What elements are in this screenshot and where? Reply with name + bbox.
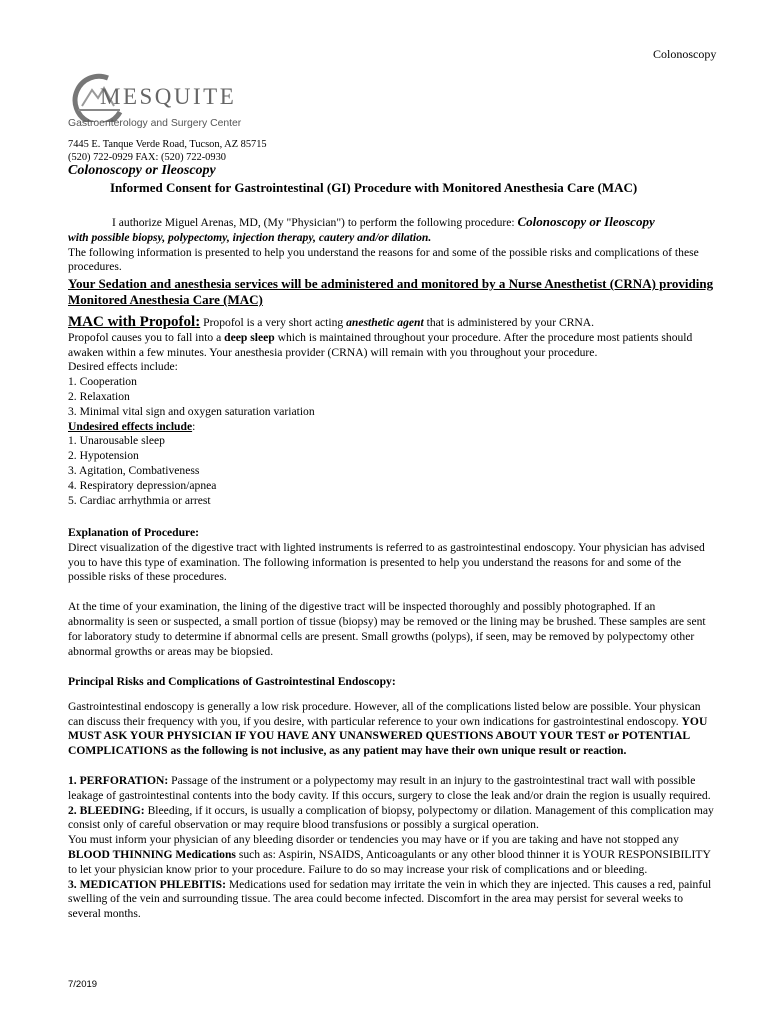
phone-fax-line: (520) 722-0929 FAX: (520) 722-0930 xyxy=(68,152,226,163)
consent-subtitle: Informed Consent for Gastrointestinal (GI) Procedure with Monitored Anesthesia Care (MAC) xyxy=(110,180,638,195)
risks-warning: YOU MUST ASK YOUR PHYSICIAN IF YOU HAVE ANY UNANSWERED QUESTIONS ABOUT YOUR TEST or POTENTIAL COMPLICATIONS as the following is not inclusive, as any patient may have their own unique result or reaction. xyxy=(68,714,708,758)
page-title: Colonoscopy or Ileoscopy xyxy=(68,163,216,178)
list-item: 4. Respiratory depression/apnea xyxy=(68,478,217,492)
list-item: 3. Agitation, Combativeness xyxy=(68,463,200,477)
blood-thinning: BLOOD THINNING Medications xyxy=(68,847,236,861)
desired-list xyxy=(68,375,714,419)
explanation-paragraph: Direct visualization of the digestive tract with lighted instruments is referred to as gastrointestinal endoscopy. Your physician has advised you to have this type of examination. The following information is presented to help you understand the reasons for and some of the possible risks of these procedures. xyxy=(68,540,705,584)
mac-label: MAC with Propofol: xyxy=(68,314,201,330)
list-item: 5. Cardiac arrhythmia or arrest xyxy=(68,493,211,507)
bleeding-info: You must inform your physician of any bleeding disorder or tendencies you may have or if you are taking and have not stopped any xyxy=(68,833,679,847)
authorization-section xyxy=(68,215,714,275)
examination-paragraph: At the time of your examination, the lining of the digestive tract will be inspected thoroughly and possibly photographed. If an abnormality is seen or suspected, a small portion of tissue (biopsy) may be removed or the lining may be brushed. These samples are sent for laboratory study to determine if abnormal cells are present. Small growths (polyps), if seen, may be removed by polypectomy other abnormal growths or areas may be biopsied. xyxy=(68,600,706,658)
list-item: 1. Cooperation xyxy=(68,375,137,389)
mac-text-end: that is administered by your CRNA. xyxy=(423,316,595,329)
document-label: Colonoscopy xyxy=(653,47,717,61)
bleeding-label: 2. BLEEDING: xyxy=(68,803,145,817)
perforation-label: 1. PERFORATION: xyxy=(68,773,169,787)
list-item: 3. Minimal vital sign and oxygen saturation variation xyxy=(68,404,315,418)
undesired-list xyxy=(68,434,714,508)
phlebitis-label: 3. MEDICATION PHLEBITIS: xyxy=(68,877,226,891)
mac-text: Propofol is a very short acting xyxy=(200,316,347,329)
undesired-label: Undesired effects include xyxy=(68,419,193,433)
propofol-text-end: which is maintained throughout your procedure. After the procedure most patients should awaken within a few minutes. Your anesthesia provider (CRNA) will remain with you throughout your procedure. xyxy=(68,330,693,359)
explanation-heading: Explanation of Procedure: xyxy=(68,526,199,539)
list-item: 2. Relaxation xyxy=(68,389,130,403)
deep-sleep: deep sleep xyxy=(224,330,275,344)
list-item: 1. Unarousable sleep xyxy=(68,434,165,448)
bleeding-text: Bleeding, if it occurs, is usually a complication of biopsy, polypectomy or dilation. Management of this complication may consist only of careful observation or may require blood transfusions or possibly a surgical operation. xyxy=(68,803,714,832)
anesthetic-agent: anesthetic agent xyxy=(346,316,424,329)
address-block xyxy=(68,138,267,164)
info-text: The following information is presented to help you understand the reasons for and some of the possible risks and complications of these procedures. xyxy=(68,245,699,274)
procedure-name: Colonoscopy or Ileoscopy xyxy=(517,214,655,229)
list-item: 2. Hypotension xyxy=(68,449,139,463)
desired-label: Desired effects include: xyxy=(68,360,178,374)
risks-heading: Principal Risks and Complications of Gastrointestinal Endoscopy: xyxy=(68,675,396,688)
perforation-text: Passage of the instrument or a polypectomy may result in an injury to the gastrointestinal tract wall with possible leakage of gastrointestinal contents into the body cavity. If this occurs, surgery to close the leak and/or drain the region is usually required. xyxy=(68,773,711,802)
risks-section xyxy=(68,675,714,922)
procedure-options: with possible biopsy, polypectomy, injection therapy, cautery and/or dilation. xyxy=(68,230,432,244)
revision-date: 7/2019 xyxy=(68,979,98,990)
bleeding-info-end: such as: Aspirin, NSAIDS, Anticoagulants or any other blood thinner it is YOUR RESPONSIBILITY to let your physician know prior to your procedure. Failure to do so may increase your risk of complications and or bleeding. xyxy=(68,847,711,876)
logo-name: MESQUITE xyxy=(100,84,237,109)
address-line: 7445 E. Tanque Verde Road, Tucson, AZ 85715 xyxy=(68,139,267,150)
mac-section: MAC with Propofol: Propofol is a very short acting anesthetic agent that is administered by your CRNA. Propofol causes you to fall into a deep sleep which is maintained throughout your procedure. After the procedure most patients should awaken within a few minutes. Your anesthesia provider (CRNA) will remain with you throughout your procedure. Desired effects include: 1. Cooperation 2. Relaxation 3. Minimal vital sign and oxygen saturation variation Undesired effects include: 1. Unarousable sleep 2. Hypotension 3. Agitation, Combativeness 4. Respiratory depression/apnea 5. Cardiac arrhythmia or arrest xyxy=(68,315,714,508)
mesquite-logo xyxy=(68,72,288,134)
explanation-section xyxy=(68,526,714,659)
propofol-text: Propofol causes you to fall into a xyxy=(68,330,225,344)
risks-intro: Gastrointestinal endoscopy is generally a low risk procedure. However, all of the complications listed below are possible. Your physican can discuss their frequency with you, if you desire, with particular reference to your own indications for gastrointestinal endoscopy. xyxy=(68,699,701,728)
phlebitis-text: Medications used for sedation may irritate the vein in which they are injected. This causes a red, painful swelling of the vein and surrounding tissue. The area could become infected. Discomfort in the area may persist for several weeks to several months. xyxy=(68,877,712,921)
logo-subtitle: Gastroenterology and Surgery Center xyxy=(68,118,242,129)
authorize-text: I authorize Miguel Arenas, MD, (My "Physician") to perform the following procedure: xyxy=(112,216,518,229)
sedation-heading: Your Sedation and anesthesia services will be administered and monitored by a Nurse Anesthetist (CRNA) providing Monitored Anesthesia Care (MAC) xyxy=(68,276,714,307)
